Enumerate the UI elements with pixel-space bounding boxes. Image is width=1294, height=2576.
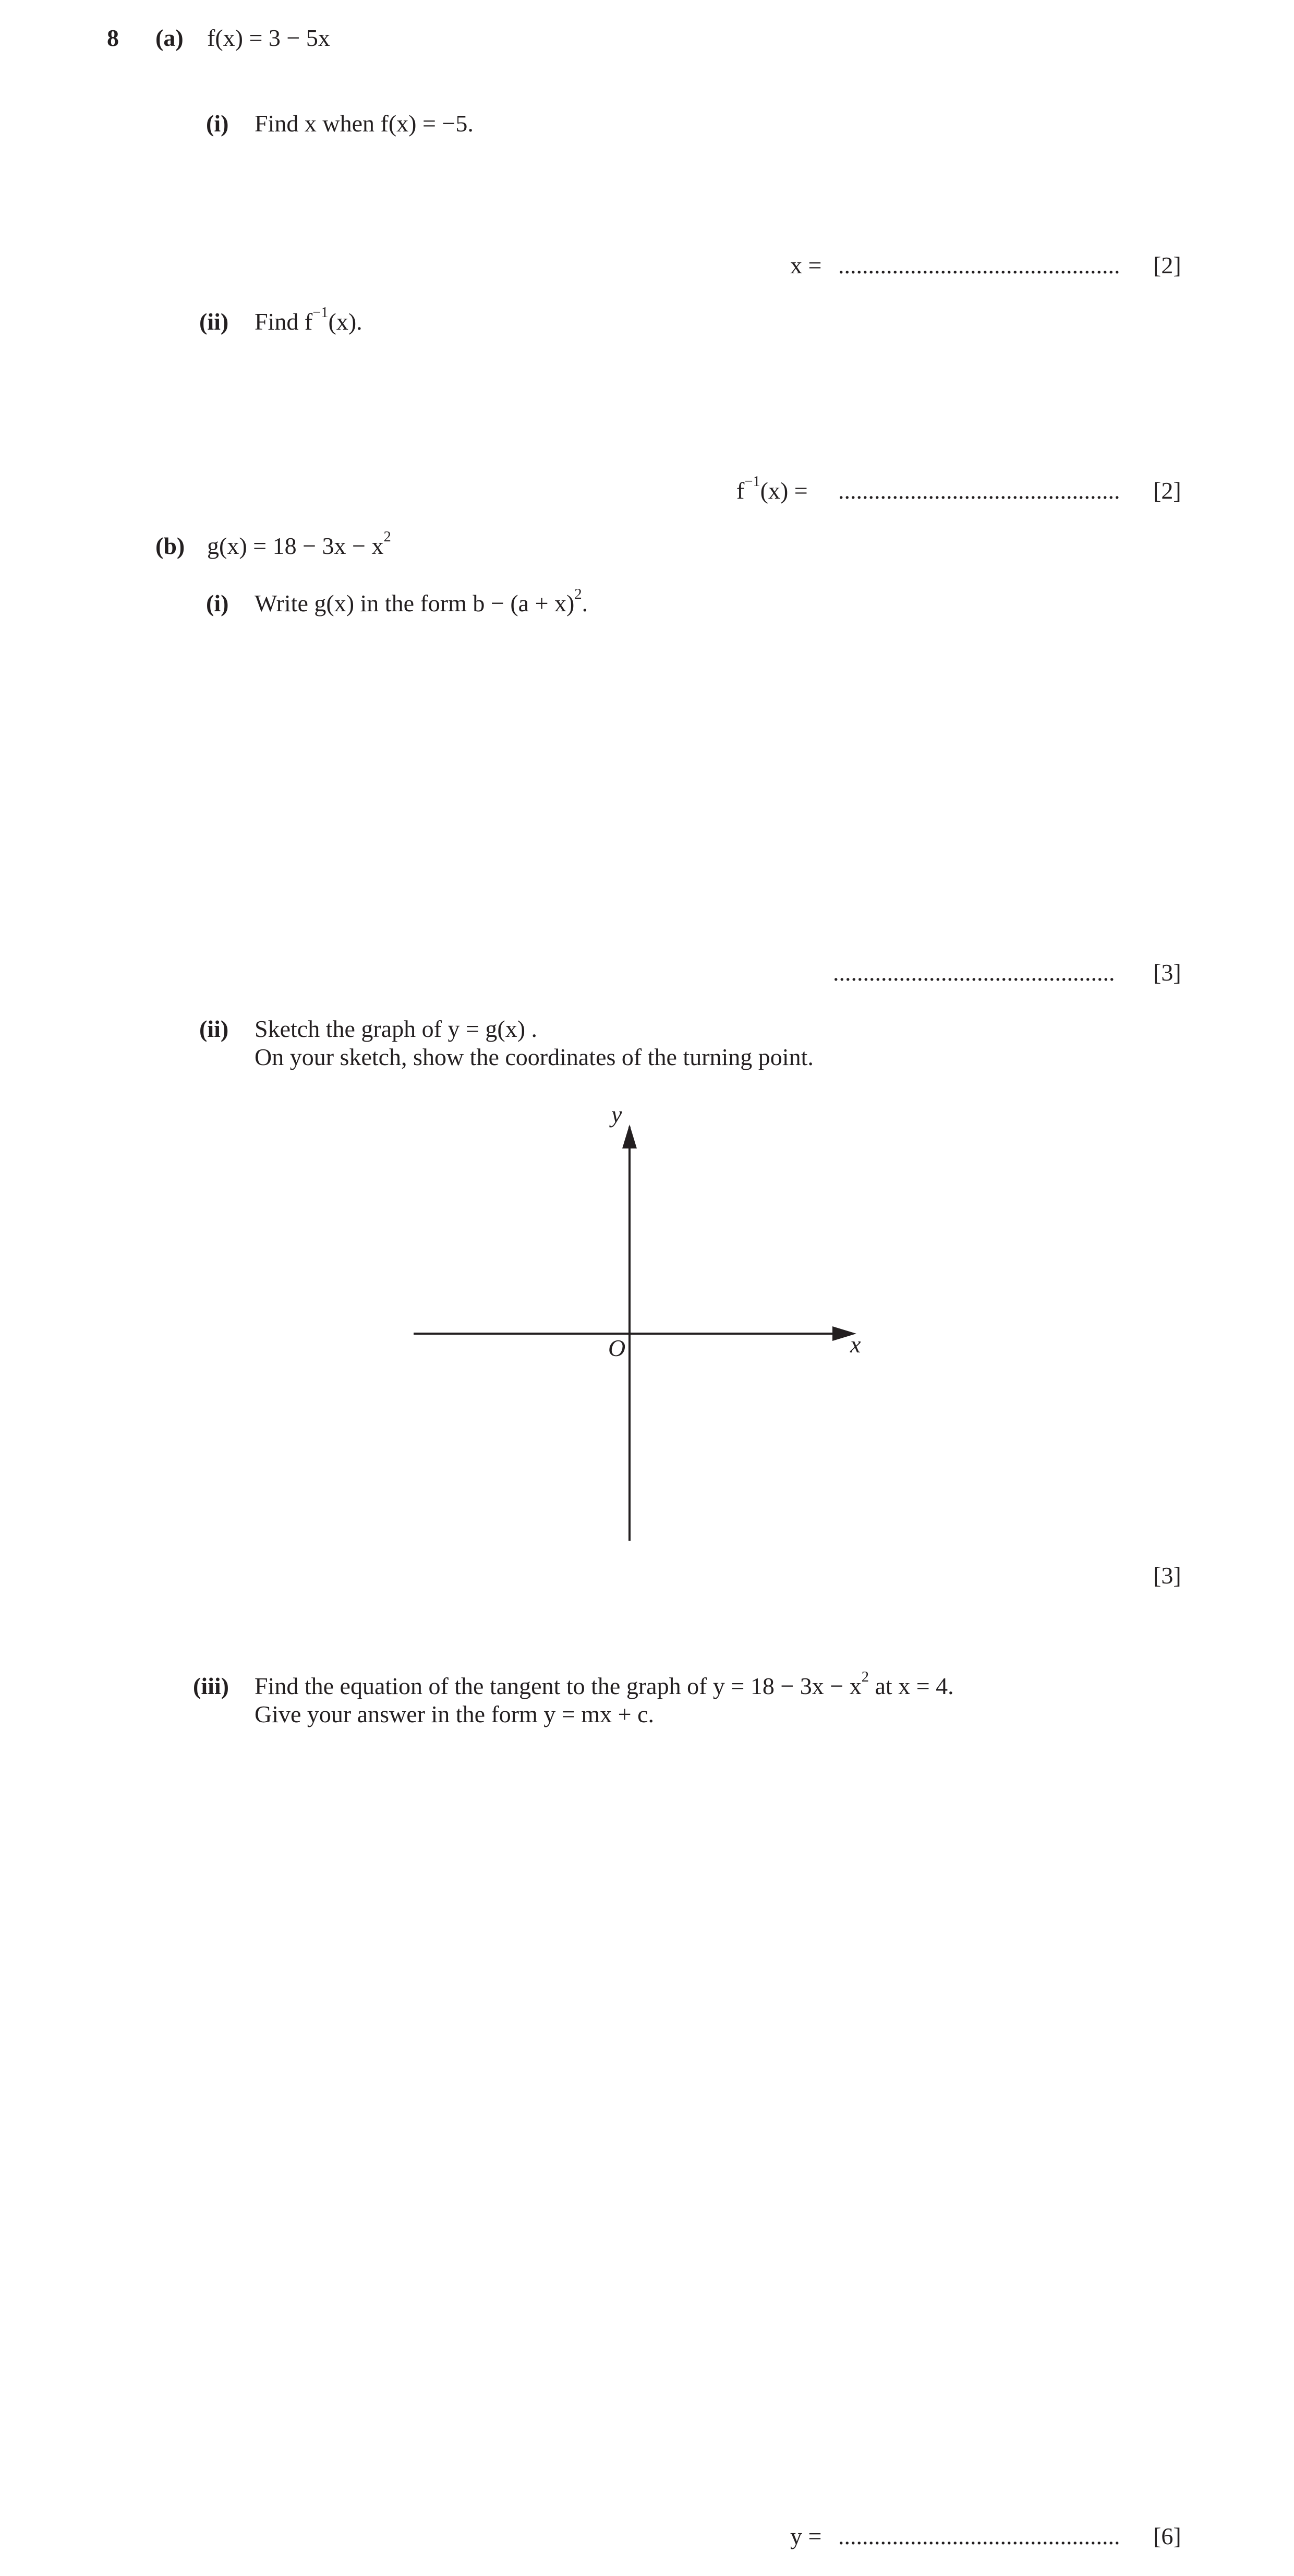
part-a-i-answer-line[interactable]: ............................................... (838, 252, 1120, 279)
origin-label: O (608, 1335, 626, 1361)
part-a-i-text: Find x when f(x) = −5. (255, 110, 474, 137)
part-b-ii-label: (ii) (199, 1015, 229, 1042)
part-a-i-marks: [2] (1153, 252, 1181, 279)
question-number: 8 (107, 25, 119, 51)
part-b-i-answer-line[interactable]: ............................................... (833, 959, 1115, 986)
part-b-iii-marks: [6] (1153, 2523, 1181, 2549)
part-a-ii-text (255, 304, 362, 335)
part-a-ii-answer-line[interactable]: ............................................... (838, 477, 1120, 504)
x-axis (414, 1326, 856, 1341)
part-a-label: (a) (155, 25, 184, 51)
part-b-function (207, 528, 391, 560)
part-a-ii-prefix-sup: −1 (744, 473, 760, 490)
part-b-iii-line1-before: Find the equation of the tangent to the graph of y = 18 − 3x − x (255, 1673, 862, 1699)
sketch-axes[interactable] (407, 1100, 876, 1549)
y-axis-label: y (611, 1101, 622, 1128)
part-b-label: (b) (155, 533, 185, 559)
part-a-function: f(x) = 3 − 5x (207, 25, 330, 51)
part-b-ii-line1: Sketch the graph of y = g(x) . (255, 1015, 538, 1042)
part-a-ii-prefix-after: (x) = (760, 477, 808, 504)
part-a-ii-answer-prefix (736, 473, 808, 504)
part-b-i-text-sup: 2 (574, 586, 582, 602)
part-b-function-sup: 2 (383, 528, 391, 545)
part-b-iii-line1-sup: 2 (861, 1668, 869, 1685)
part-b-i-label: (i) (206, 590, 229, 616)
part-b-iii-answer-prefix: y = (790, 2523, 822, 2549)
part-b-iii-answer-line[interactable]: ............................................... (838, 2523, 1120, 2549)
x-axis-label: x (850, 1331, 861, 1358)
part-b-iii-line2: Give your answer in the form y = mx + c. (255, 1701, 654, 1727)
part-b-iii-line1-after: at x = 4. (869, 1673, 954, 1699)
part-b-i-text-before: Write g(x) in the form b − (a + x) (255, 590, 575, 616)
part-b-i-text (255, 586, 588, 617)
part-a-ii-text-before: Find f (255, 308, 313, 335)
part-b-function-before: g(x) = 18 − 3x − x (207, 533, 384, 559)
part-b-i-text-after: . (582, 590, 588, 616)
part-b-iii-label: (iii) (193, 1673, 229, 1699)
part-a-ii-text-sup: −1 (312, 304, 329, 321)
part-b-ii-line2: On your sketch, show the coordinates of the turning point. (255, 1044, 814, 1070)
part-b-ii-marks: [3] (1153, 1562, 1181, 1589)
y-axis-arrowhead (622, 1124, 637, 1148)
part-b-i-marks: [3] (1153, 959, 1181, 986)
part-a-i-label: (i) (206, 110, 229, 137)
part-b-iii-line1 (255, 1668, 954, 1700)
part-a-ii-text-after: (x). (328, 308, 362, 335)
part-a-i-answer-prefix: x = (790, 252, 822, 279)
part-a-ii-label: (ii) (199, 308, 229, 335)
part-a-ii-marks: [2] (1153, 477, 1181, 504)
part-a-ii-prefix-before: f (736, 477, 745, 504)
